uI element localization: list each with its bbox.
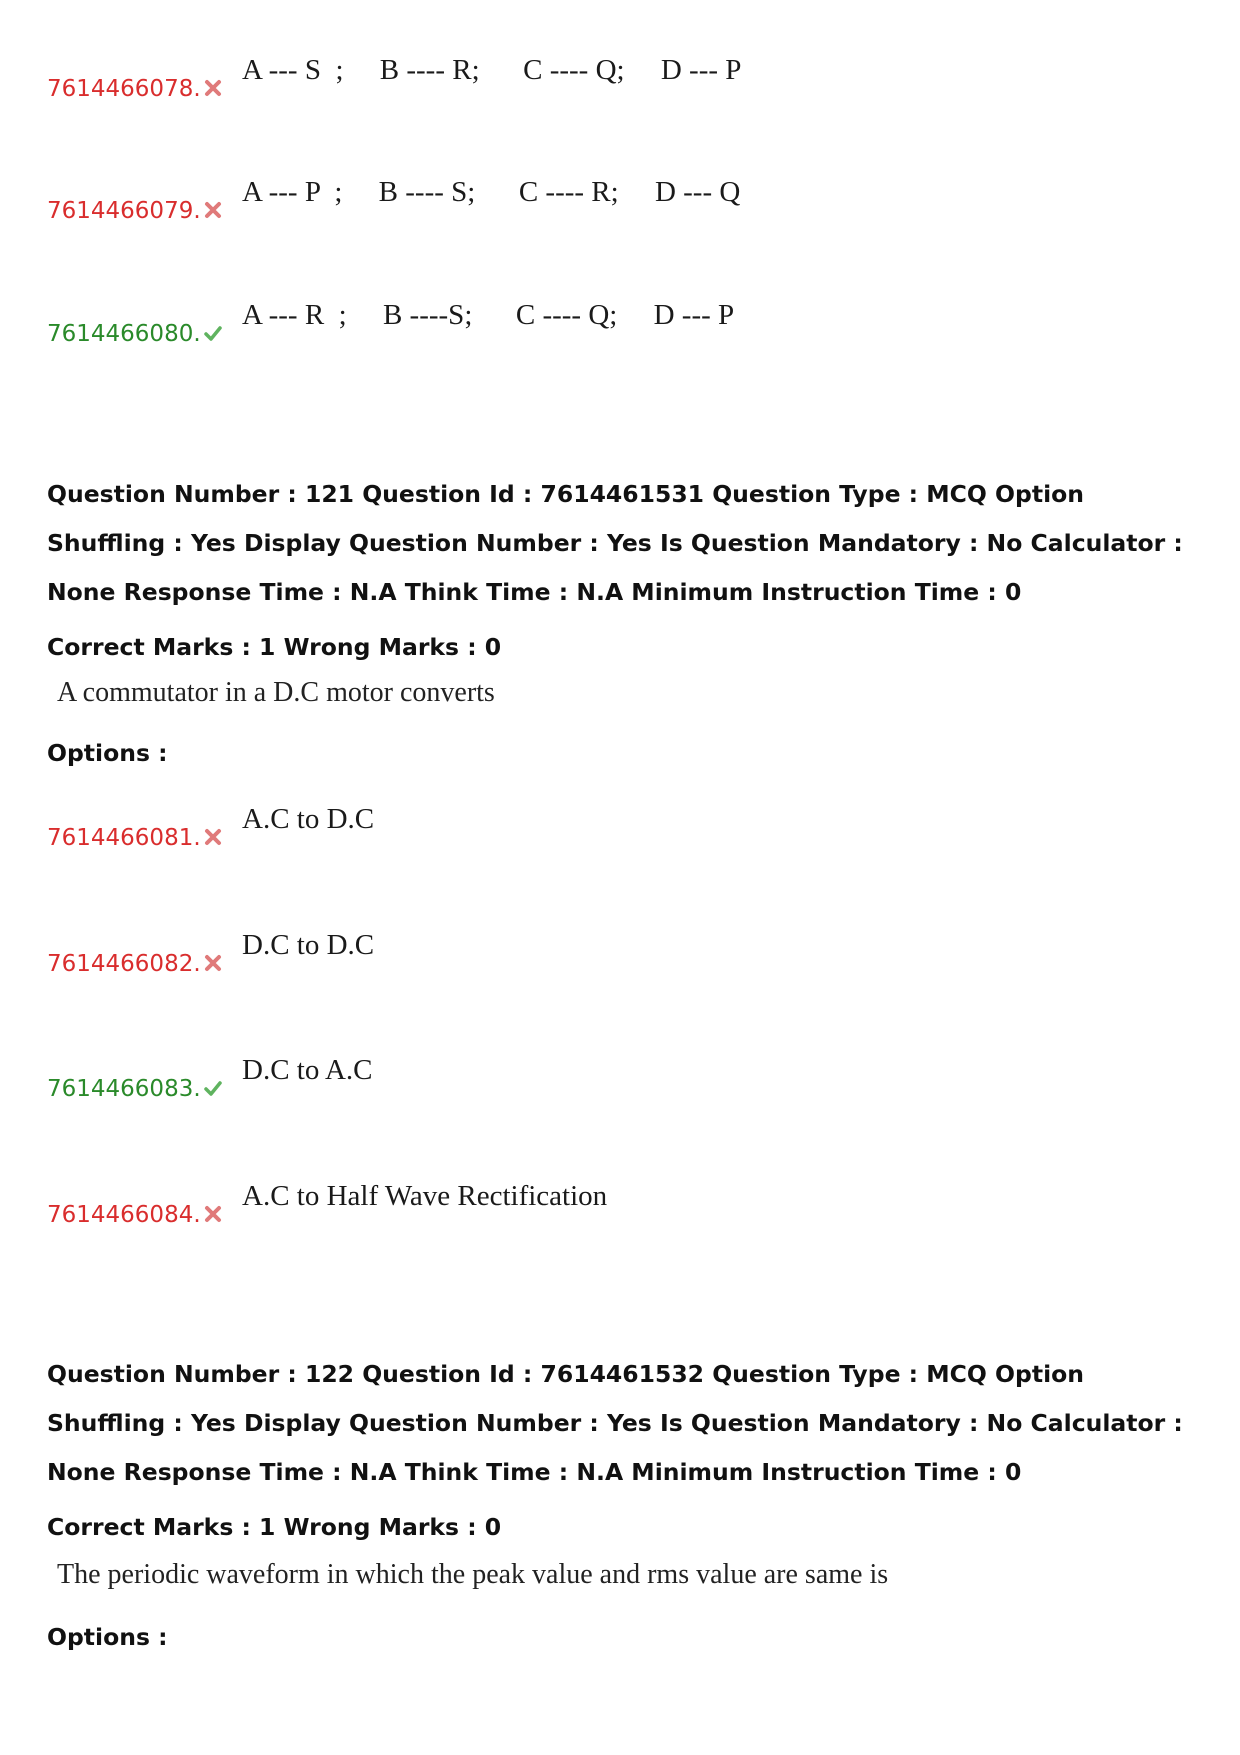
options-label: Options : <box>47 739 168 767</box>
option-id: 7614466082. <box>47 951 201 977</box>
question-marks: Correct Marks : 1 Wrong Marks : 0 <box>47 1513 502 1541</box>
option-text: A --- S ; B ---- R; C ---- Q; D --- P <box>242 54 742 86</box>
cross-icon <box>204 201 222 219</box>
option-id: 7614466078. <box>47 76 201 102</box>
option-text: D.C to D.C <box>242 929 375 961</box>
option-id: 7614466083. <box>47 1076 201 1102</box>
cross-icon <box>204 79 222 97</box>
cross-icon <box>204 1205 222 1223</box>
option-id: 7614466081. <box>47 825 201 851</box>
question-meta: Question Number : 122 Question Id : 7614461532 Question Type : MCQ Option Shuffling : Yes Display Question Number : Yes Is Question Mandatory : No Calculator : None Response Time : N.A Think Time : N.A Minimum Instruction Time : 0 <box>47 1360 1183 1486</box>
option-text: A --- R ; B ----S; C ---- Q; D --- P <box>242 299 735 331</box>
option-id: 7614466080. <box>47 321 201 347</box>
option-text: A --- P ; B ---- S; C ---- R; D --- Q <box>242 176 741 208</box>
option-id: 7614466079. <box>47 198 201 224</box>
question-meta: Question Number : 121 Question Id : 7614461531 Question Type : MCQ Option Shuffling : Yes Display Question Number : Yes Is Question Mandatory : No Calculator : None Response Time : N.A Think Time : N.A Minimum Instruction Time : 0 <box>47 480 1183 606</box>
option-text: A.C to D.C <box>242 803 375 835</box>
question-marks: Correct Marks : 1 Wrong Marks : 0 <box>47 633 502 661</box>
cross-icon <box>204 954 222 972</box>
question-stem: A commutator in a D.C motor converts <box>57 677 495 708</box>
check-icon <box>204 324 222 342</box>
cross-icon <box>204 828 222 846</box>
check-icon <box>204 1079 222 1097</box>
option-text: A.C to Half Wave Rectification <box>242 1180 608 1212</box>
question-stem: The periodic waveform in which the peak value and rms value are same is <box>57 1559 889 1590</box>
option-id: 7614466084. <box>47 1202 201 1228</box>
option-text: D.C to A.C <box>242 1054 373 1086</box>
options-label: Options : <box>47 1623 168 1651</box>
